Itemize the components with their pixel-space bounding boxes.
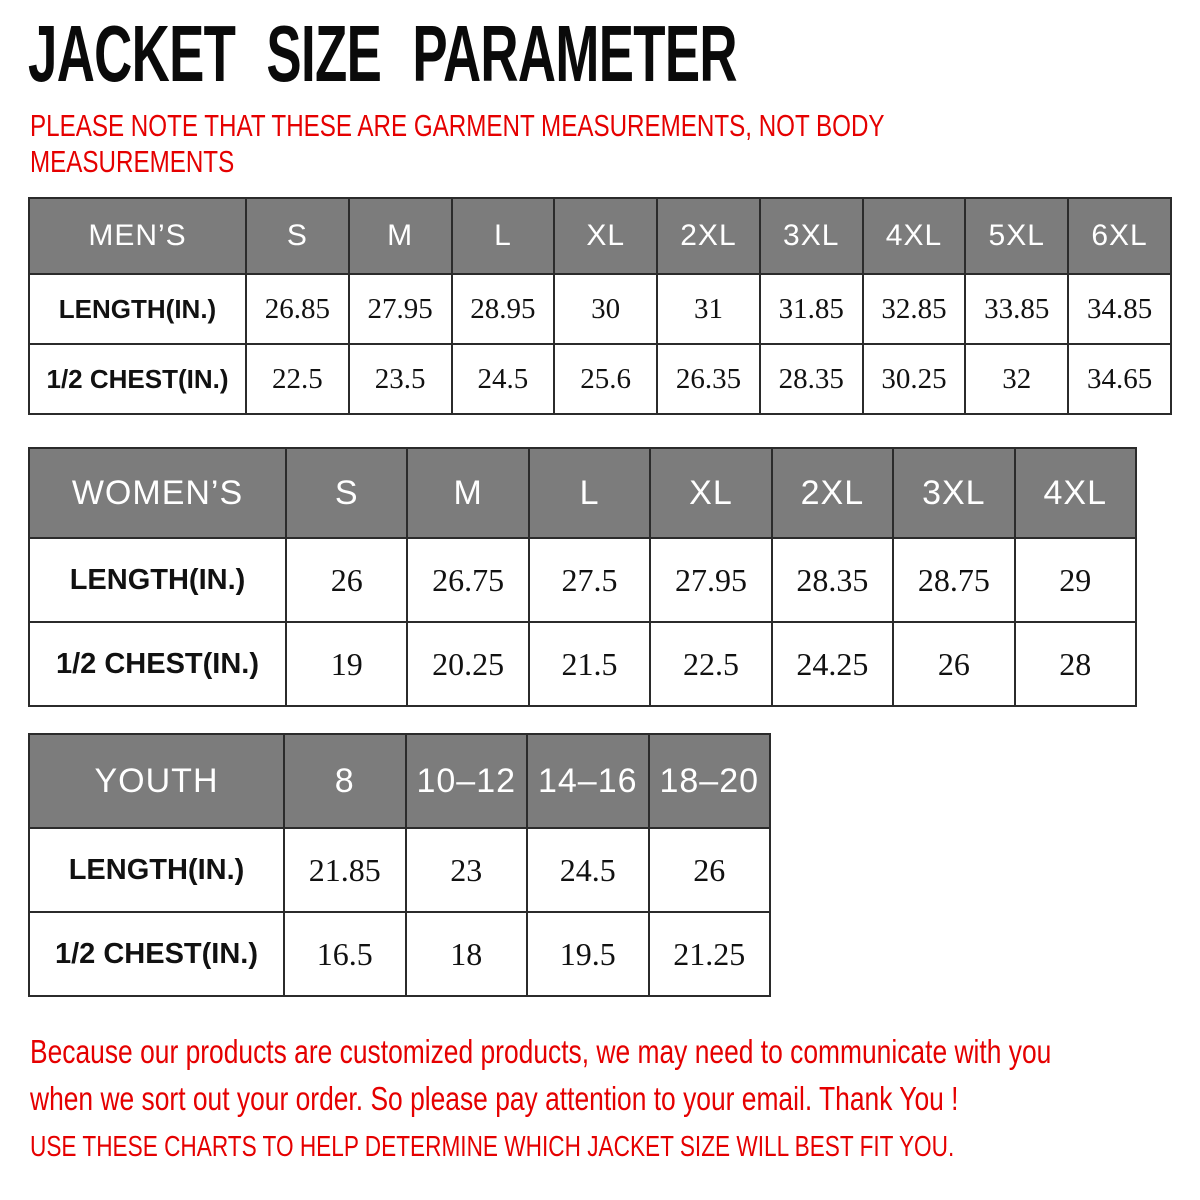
womens-chest-l: 21.5 bbox=[529, 622, 650, 706]
youth-table-title: YOUTH bbox=[29, 734, 284, 828]
youth-chest-10-12: 18 bbox=[406, 912, 528, 996]
mens-length-label: LENGTH(IN.) bbox=[29, 274, 246, 344]
mens-length-row bbox=[29, 274, 1171, 344]
womens-length-3xl: 28.75 bbox=[893, 538, 1014, 622]
youth-size-10-12: 10–12 bbox=[406, 734, 528, 828]
womens-length-2xl: 28.35 bbox=[772, 538, 893, 622]
mens-size-6xl: 6XL bbox=[1068, 198, 1171, 274]
note-line-2: MEASUREMENTS bbox=[30, 144, 235, 179]
mens-length-l: 28.95 bbox=[452, 274, 555, 344]
womens-size-2xl: 2XL bbox=[772, 448, 893, 538]
womens-size-s: S bbox=[286, 448, 407, 538]
mens-size-s: S bbox=[246, 198, 349, 274]
mens-header-row bbox=[29, 198, 1171, 274]
customization-notice bbox=[30, 1028, 1051, 1122]
womens-size-3xl: 3XL bbox=[893, 448, 1014, 538]
mens-chest-row bbox=[29, 344, 1171, 414]
womens-size-4xl: 4XL bbox=[1015, 448, 1136, 538]
womens-chest-2xl: 24.25 bbox=[772, 622, 893, 706]
mens-size-table bbox=[28, 197, 1172, 415]
youth-chest-row bbox=[29, 912, 770, 996]
youth-length-row bbox=[29, 828, 770, 912]
customization-notice-line-2: when we sort out your order. So please pay attention to your email. Thank You ! bbox=[30, 1080, 959, 1117]
mens-chest-6xl: 34.65 bbox=[1068, 344, 1171, 414]
youth-size-14-16: 14–16 bbox=[527, 734, 649, 828]
youth-length-8: 21.85 bbox=[284, 828, 406, 912]
mens-length-4xl: 32.85 bbox=[863, 274, 966, 344]
womens-length-row bbox=[29, 538, 1136, 622]
womens-length-s: 26 bbox=[286, 538, 407, 622]
youth-length-10-12: 23 bbox=[406, 828, 528, 912]
womens-size-table bbox=[28, 447, 1137, 707]
garment-measurement-note bbox=[30, 108, 885, 180]
mens-table-title: MEN’S bbox=[29, 198, 246, 274]
womens-size-m: M bbox=[407, 448, 528, 538]
mens-size-4xl: 4XL bbox=[863, 198, 966, 274]
youth-chest-8: 16.5 bbox=[284, 912, 406, 996]
mens-chest-label: 1/2 CHEST(IN.) bbox=[29, 344, 246, 414]
womens-length-label: LENGTH(IN.) bbox=[29, 538, 286, 622]
mens-length-6xl: 34.85 bbox=[1068, 274, 1171, 344]
womens-length-4xl: 29 bbox=[1015, 538, 1136, 622]
womens-header-row bbox=[29, 448, 1136, 538]
mens-size-5xl: 5XL bbox=[965, 198, 1068, 274]
youth-chest-18-20: 21.25 bbox=[649, 912, 771, 996]
mens-chest-m: 23.5 bbox=[349, 344, 452, 414]
youth-length-14-16: 24.5 bbox=[527, 828, 649, 912]
womens-length-l: 27.5 bbox=[529, 538, 650, 622]
mens-size-3xl: 3XL bbox=[760, 198, 863, 274]
mens-length-s: 26.85 bbox=[246, 274, 349, 344]
womens-chest-row bbox=[29, 622, 1136, 706]
womens-length-m: 26.75 bbox=[407, 538, 528, 622]
youth-size-8: 8 bbox=[284, 734, 406, 828]
mens-length-m: 27.95 bbox=[349, 274, 452, 344]
womens-table-title: WOMEN’S bbox=[29, 448, 286, 538]
customization-notice-line-1: Because our products are customized products, we may need to communicate with you bbox=[30, 1033, 1052, 1070]
mens-chest-2xl: 26.35 bbox=[657, 344, 760, 414]
mens-length-5xl: 33.85 bbox=[965, 274, 1068, 344]
womens-size-l: L bbox=[529, 448, 650, 538]
note-line-1: PLEASE NOTE THAT THESE ARE GARMENT MEASUREMENTS, NOT BODY bbox=[30, 108, 885, 143]
womens-chest-4xl: 28 bbox=[1015, 622, 1136, 706]
youth-chest-label: 1/2 CHEST(IN.) bbox=[29, 912, 284, 996]
youth-chest-14-16: 19.5 bbox=[527, 912, 649, 996]
womens-chest-3xl: 26 bbox=[893, 622, 1014, 706]
mens-size-l: L bbox=[452, 198, 555, 274]
womens-chest-s: 19 bbox=[286, 622, 407, 706]
mens-length-3xl: 31.85 bbox=[760, 274, 863, 344]
mens-chest-l: 24.5 bbox=[452, 344, 555, 414]
youth-length-18-20: 26 bbox=[649, 828, 771, 912]
youth-size-table bbox=[28, 733, 771, 997]
womens-chest-m: 20.25 bbox=[407, 622, 528, 706]
mens-length-xl: 30 bbox=[554, 274, 657, 344]
womens-length-xl: 27.95 bbox=[650, 538, 771, 622]
youth-length-label: LENGTH(IN.) bbox=[29, 828, 284, 912]
youth-header-row bbox=[29, 734, 770, 828]
mens-size-m: M bbox=[349, 198, 452, 274]
womens-chest-xl: 22.5 bbox=[650, 622, 771, 706]
chart-usage-note: USE THESE CHARTS TO HELP DETERMINE WHICH JACKET SIZE WILL BEST FIT YOU. bbox=[30, 1131, 955, 1163]
page-title: JACKET SIZE PARAMETER bbox=[28, 9, 737, 98]
mens-chest-3xl: 28.35 bbox=[760, 344, 863, 414]
mens-chest-4xl: 30.25 bbox=[863, 344, 966, 414]
mens-size-xl: XL bbox=[554, 198, 657, 274]
youth-size-18-20: 18–20 bbox=[649, 734, 771, 828]
mens-size-2xl: 2XL bbox=[657, 198, 760, 274]
womens-size-xl: XL bbox=[650, 448, 771, 538]
mens-chest-s: 22.5 bbox=[246, 344, 349, 414]
mens-chest-5xl: 32 bbox=[965, 344, 1068, 414]
mens-length-2xl: 31 bbox=[657, 274, 760, 344]
womens-chest-label: 1/2 CHEST(IN.) bbox=[29, 622, 286, 706]
mens-chest-xl: 25.6 bbox=[554, 344, 657, 414]
